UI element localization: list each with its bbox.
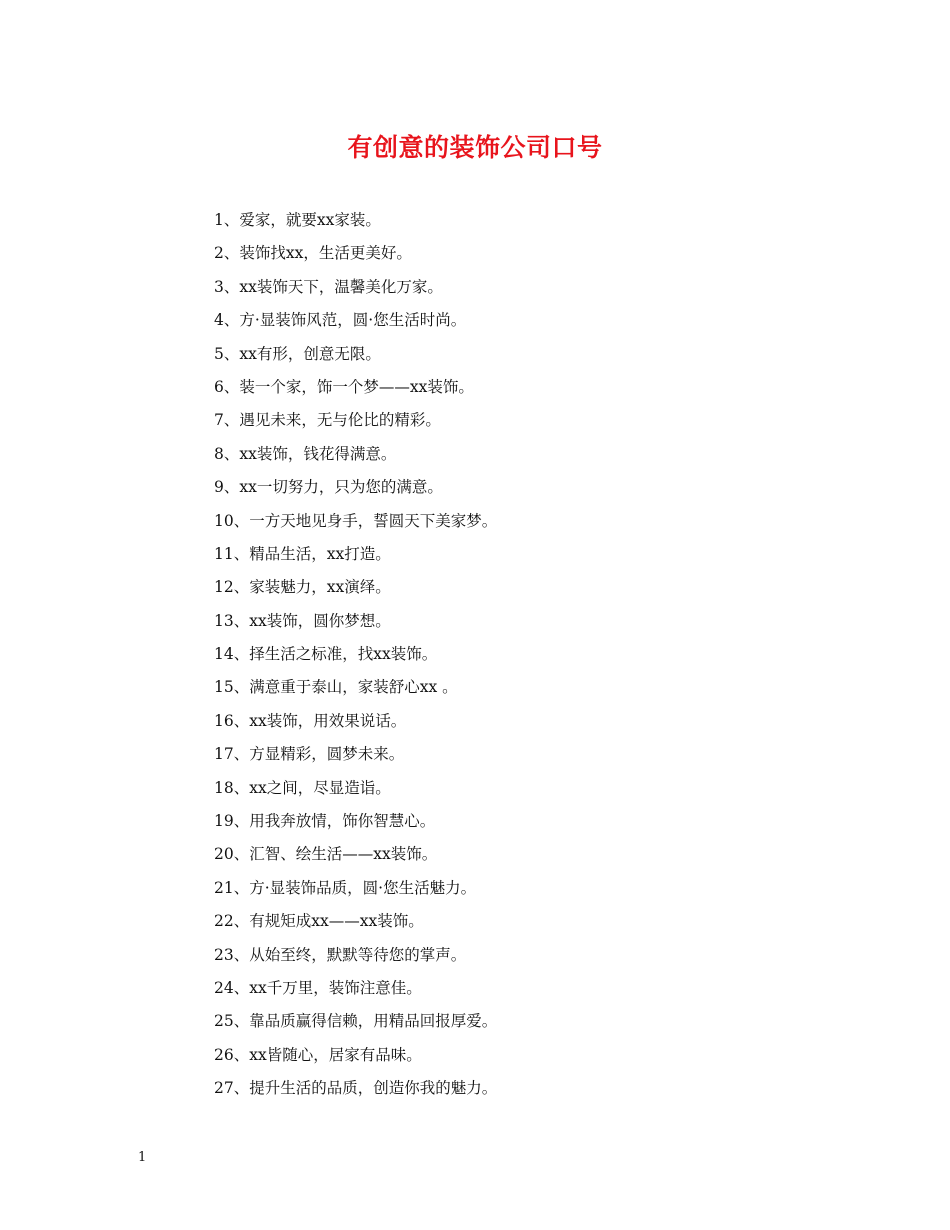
slogan-item: 15、满意重于泰山，家装舒心xx 。 <box>214 678 458 697</box>
slogan-item: 19、用我奔放情，饰你智慧心。 <box>214 812 436 831</box>
slogan-item: 9、xx一切努力，只为您的满意。 <box>214 478 443 497</box>
slogan-item: 25、靠品质赢得信赖，用精品回报厚爱。 <box>214 1012 498 1031</box>
slogan-item: 13、xx装饰，圆你梦想。 <box>214 611 391 630</box>
slogan-item: 4、方·显装饰风范，圆·您生活时尚。 <box>214 311 467 330</box>
slogan-item: 18、xx之间，尽显造诣。 <box>214 778 391 797</box>
slogan-item: 22、有规矩成xx——xx装饰。 <box>214 912 424 931</box>
slogan-item: 2、装饰找xx，生活更美好。 <box>214 244 412 263</box>
slogan-item: 26、xx皆随心，居家有品味。 <box>214 1045 422 1064</box>
slogan-item: 11、精品生活，xx打造。 <box>214 544 391 563</box>
slogan-item: 27、提升生活的品质，创造你我的魅力。 <box>214 1079 498 1098</box>
slogan-item: 20、汇智、绘生活——xx装饰。 <box>214 845 438 864</box>
slogan-item: 21、方·显装饰品质，圆·您生活魅力。 <box>214 878 477 897</box>
slogan-item: 5、xx有形，创意无限。 <box>214 344 381 363</box>
slogan-item: 16、xx装饰，用效果说话。 <box>214 711 407 730</box>
slogan-item: 8、xx装饰，钱花得满意。 <box>214 444 397 463</box>
slogan-item: 6、装一个家，饰一个梦——xx装饰。 <box>214 377 474 396</box>
page-number: 1 <box>138 1150 147 1165</box>
slogan-item: 24、xx千万里，装饰注意佳。 <box>214 978 422 997</box>
slogan-item: 7、遇见未来，无与伦比的精彩。 <box>214 411 441 430</box>
slogan-item: 17、方显精彩，圆梦未来。 <box>214 745 405 764</box>
document-title: 有创意的装饰公司口号 <box>347 133 603 162</box>
slogan-item: 1、爱家，就要xx家装。 <box>214 211 381 229</box>
slogan-list <box>214 204 774 1106</box>
slogan-item: 10、一方天地见身手，誓圆天下美家梦。 <box>214 511 498 530</box>
slogan-item: 23、从始至终，默默等待您的掌声。 <box>214 945 467 964</box>
slogan-item: 12、家装魅力，xx演绎。 <box>214 578 391 597</box>
slogan-item: 3、xx装饰天下，温馨美化万家。 <box>214 277 443 296</box>
slogan-item: 14、择生活之标准，找xx装饰。 <box>214 645 438 664</box>
